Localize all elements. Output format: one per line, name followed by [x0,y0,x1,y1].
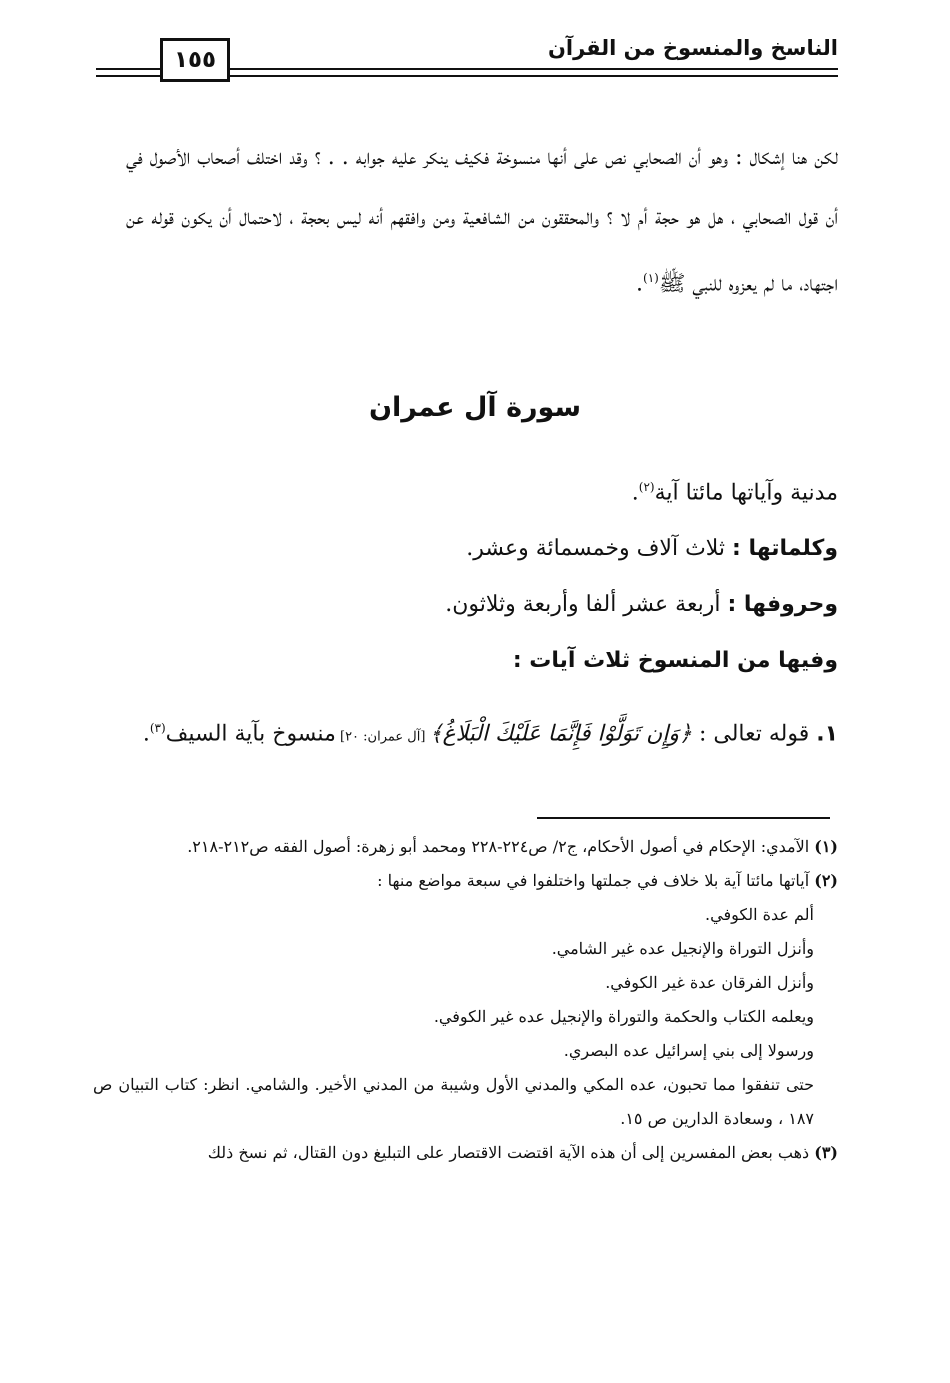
abrogated-count-label: وفيها من المنسوخ ثلاث آيات : [512,648,838,673]
medina-line [632,480,838,505]
verse-reference: [آل عمران: ٢٠] [335,729,430,745]
footnote-3-number: (٣) [814,1143,838,1162]
footnote-2-line: ألم عدة الكوفي. [705,905,814,924]
footnote-3-text: ذهب بعض المفسرين إلى أن هذه الآية اقتضت الاقتصار على التبليغ دون القتال، ثم نسخ ذلك [207,1143,815,1162]
intro-paragraph [126,128,838,314]
running-header-title: الناسخ والمنسوخ من القرآن [547,36,838,60]
footnote-2-line: ويعلمه الكتاب والحكمة والتوراة والإنجيل عده غير الكوفي. [433,1007,814,1026]
footnote-2 [93,864,838,898]
abrogated-item-1 [126,698,838,767]
footnote-2-line: وأنزل التوراة والإنجيل عده غير الشامي. [551,939,814,958]
item-lead: قوله تعالى : [691,721,817,747]
item-text: منسوخ بآية السيف [165,721,336,747]
footnote-2-line: ورسولا إلى بني إسرائيل عده البصري. [563,1041,814,1060]
footnote-2-text: آياتها مائتا آية بلا خلاف في جملتها واختلفوا في سبعة مواضع منها : [377,871,815,890]
footnote-1 [93,830,838,864]
footnote-1-number: (١) [814,837,838,856]
letters-text: أربعة عشر ألفا وأربعة وثلاثون. [445,592,728,617]
page-number: ١٥٥ [160,38,230,82]
footnote-3 [93,1136,838,1170]
intro-end: . [636,271,644,297]
intro-text: لكن هنا إشكال : وهو أن الصحابي نص على أنها منسوخة فكيف ينكر عليه جوابه . . ؟ وقد اختلف أصحاب الأصول في أن قول الصحابي ، هل هو حجة أم لا ؟ والمحققون من الشافعية ومن وافقهم أنه ليس بحجة ، لاحتمال أن يكون قوله عن اجتهاد، ما لم يعزوه للنبي ﷺ [126,145,838,297]
words-label: وكلماتها : [732,536,838,561]
abrogated-count-line [513,648,838,673]
medina-text: مدنية وآياتها مائتا آية [654,480,838,506]
footnote-2-line: وأنزل الفرقان عدة غير الكوفي. [605,973,814,992]
item-number: ١. [816,721,838,747]
letters-label: وحروفها : [727,592,838,617]
item-end: . [142,721,150,747]
quran-verse: ﴿وَإِن تَوَلَّوْا فَإِنَّمَا عَلَيْكَ الْبَلَاغُ﴾ [429,721,692,747]
section-title: سورة آل عمران [368,392,582,423]
words-text: ثلاث آلاف وخمسمائة وعشر. [466,536,733,561]
footnote-2-line: حتى تنفقوا مما تحبون، عده المكي والمدني الأول وشيبة من المدني الأخير. والشامي. انظر: كتاب التبيان ص ١٨٧ ، وسعادة الدارين ص ١٥. [93,1075,814,1128]
footnote-1-text: الآمدي: الإحكام في أصول الأحكام، ج٢/ ص٢٢٤-٢٢٨ ومحمد أبو زهرة: أصول الفقه ص٢١٢-٢١٨. [187,837,815,856]
footnote-2-number: (٢) [814,871,838,890]
words-line [466,536,838,561]
letters-line [445,592,838,617]
footnote-ref-1[interactable]: (١) [643,271,659,285]
medina-end: . [631,480,639,506]
footnote-ref-2[interactable]: (٢) [638,480,655,494]
footnotes [93,830,838,1170]
footnote-separator [537,817,830,819]
footnote-ref-3[interactable]: (٣) [149,721,166,735]
